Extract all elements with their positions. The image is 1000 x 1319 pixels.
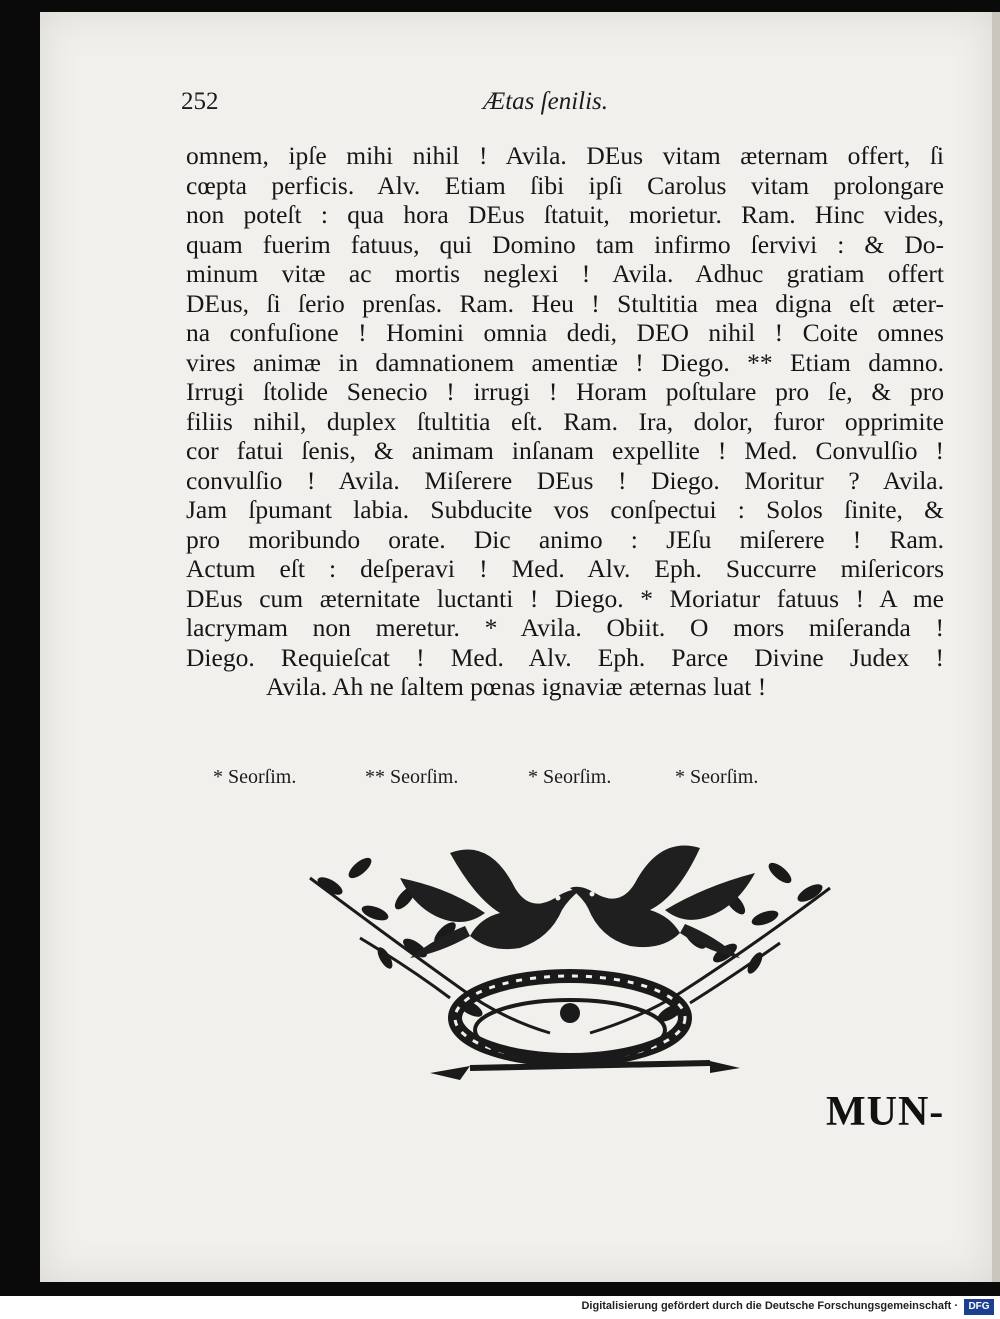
footnote: * Seorſim. bbox=[528, 766, 612, 788]
page-number: 252 bbox=[181, 88, 219, 115]
text-line: convulſio ! Avila. Miſerere DEus ! Diego. Moritur ? Avila. bbox=[186, 465, 944, 495]
text-line: Irrugi ſtolide Senecio ! irrugi ! Horam poſtulare pro ſe, & pro bbox=[186, 377, 944, 406]
digitization-footer bbox=[0, 1296, 1000, 1319]
text-line: pro moribundo orate. Dic animo : JEſu miſerere ! Ram. bbox=[186, 524, 944, 554]
page-edge bbox=[992, 12, 1000, 1282]
text-line: cœpta perficis. Alv. Etiam ſibi ipſi Carolus vitam prolongare bbox=[186, 170, 944, 200]
text-line: cor fatui ſenis, & animam inſanam expellite ! Med. Convulſio ! bbox=[186, 436, 944, 465]
text-line: Jam ſpumant labia. Subducite vos conſpectui : Solos ſinite, & bbox=[186, 495, 944, 524]
text-line: minum vitæ ac mortis neglexi ! Avila. Adhuc gratiam offert bbox=[186, 259, 944, 288]
footnote: ** Seorſim. bbox=[365, 766, 459, 788]
text-line: lacrymam non meretur. * Avila. Obiit. O mors miſeranda ! bbox=[186, 613, 944, 642]
body-text bbox=[186, 141, 944, 702]
text-line: DEus cum æternitate luctanti ! Diego. * Moriatur fatuus ! A me bbox=[186, 583, 944, 613]
catchword: MUN- bbox=[826, 1089, 945, 1135]
doves-and-wreath-vignette-icon bbox=[300, 818, 840, 1088]
text-line: DEus, ſi ſerio prenſas. Ram. Heu ! Stultitia mea digna eſt æter- bbox=[186, 288, 944, 318]
funding-credit: Digitalisierung gefördert durch die Deutsche Forschungsgemeinschaft · bbox=[581, 1300, 958, 1312]
footnote: * Seorſim. bbox=[213, 766, 297, 788]
page-header bbox=[181, 88, 947, 124]
text-line: Actum eſt : deſperavi ! Med. Alv. Eph. Succurre miſericors bbox=[186, 554, 944, 583]
running-title: Ætas ſenilis. bbox=[483, 88, 609, 115]
text-line-last: Avila. Ah ne ſaltem pœnas ignaviæ æternas luat ! bbox=[266, 672, 767, 701]
text-line: non poteſt : qua hora DEus ſtatuit, morietur. Ram. Hinc vides, bbox=[186, 200, 944, 229]
text-line: na confuſione ! Homini omnia dedi, DEO nihil ! Coite omnes bbox=[186, 318, 944, 347]
dfg-logo: DFG bbox=[964, 1299, 994, 1315]
text-line: Diego. Requieſcat ! Med. Alv. Eph. Parce Divine Judex ! bbox=[186, 642, 944, 672]
text-line: filiis nihil, duplex ſtultitia eſt. Ram. Ira, dolor, furor opprimite bbox=[186, 406, 944, 436]
text-line: omnem, ipſe mihi nihil ! Avila. DEus vitam æternam offert, ſi bbox=[186, 141, 944, 170]
text-line: quam fuerim fatuus, qui Domino tam infirmo ſervivi : & Do- bbox=[186, 229, 944, 259]
footnote: * Seorſim. bbox=[675, 766, 759, 788]
text-line: vires animæ in damnationem amentiæ ! Diego. ** Etiam damno. bbox=[186, 347, 944, 377]
